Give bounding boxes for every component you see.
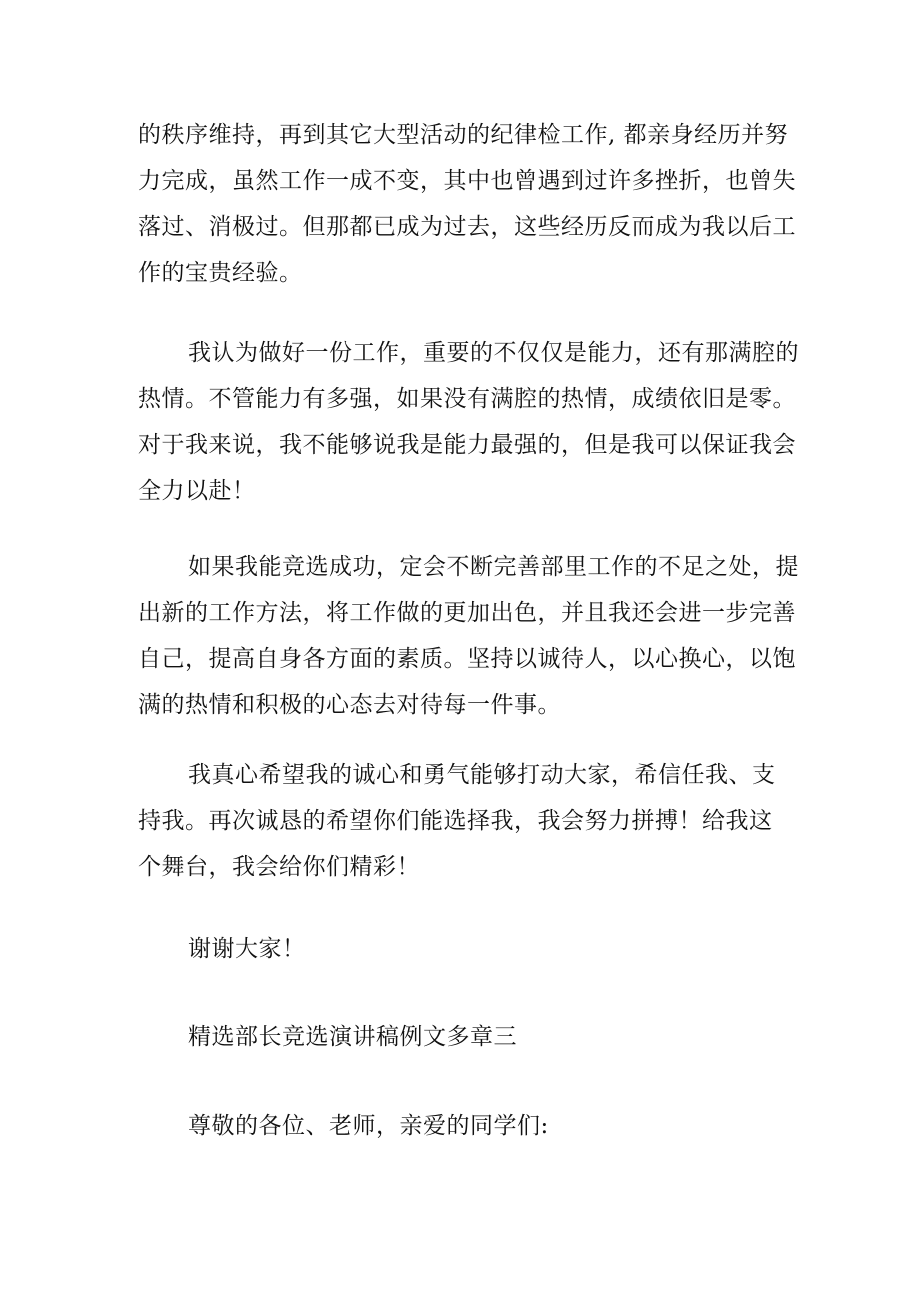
text-line: 出新的工作方法，将工作做的更加出色，并且我还会进一步完善: [138, 600, 796, 626]
text-line: 谢谢大家！: [188, 936, 306, 962]
text-line: 满的热情和积极的心态去对待每一件事。: [138, 692, 561, 718]
paragraph-passion: [138, 330, 798, 514]
text-line: 力完成，虽然工作一成不变，其中也曾遇到过许多挫折，也曾失: [138, 168, 796, 194]
text-line: 持我。再次诚恳的希望你们能选择我，我会努力拼搏！给我这: [138, 808, 773, 834]
text-line: 尊敬的各位、老师，亲爱的同学们:: [188, 1113, 549, 1139]
text-line: 的秩序维持，再到其它大型活动的纪律检工作, 都亲身经历并努: [138, 122, 789, 148]
paragraph-plans: [138, 544, 798, 728]
text-line: 我认为做好一份工作，重要的不仅仅是能力，还有那满腔的: [188, 340, 799, 366]
text-line: 自己，提高自身各方面的素质。坚持以诚待人，以心换心，以饱: [138, 646, 796, 672]
text-line: 如果我能竞选成功，定会不断完善部里工作的不足之处，提: [188, 554, 799, 580]
paragraph-experience: [138, 112, 798, 296]
paragraph-greeting: [138, 1103, 798, 1149]
text-line: 热情。不管能力有多强，如果没有满腔的热情，成绩依旧是零。: [138, 386, 796, 412]
text-line: 对于我来说，我不能够说我是能力最强的，但是我可以保证我会: [138, 432, 796, 458]
text-line: 我真心希望我的诚心和勇气能够打动大家，希信任我、支: [188, 762, 776, 788]
text-line: 精选部长竞选演讲稿例文多章三: [188, 1024, 517, 1050]
section-heading: [138, 1014, 798, 1060]
paragraph-thanks: [138, 926, 798, 972]
text-line: 作的宝贵经验。: [138, 260, 303, 286]
text-line: 落过、消极过。但那都已成为过去，这些经历反而成为我以后工: [138, 214, 796, 240]
paragraph-appeal: [138, 752, 798, 890]
text-line: 全力以赴！: [138, 478, 256, 504]
text-line: 个舞台，我会给你们精彩！: [138, 854, 420, 880]
